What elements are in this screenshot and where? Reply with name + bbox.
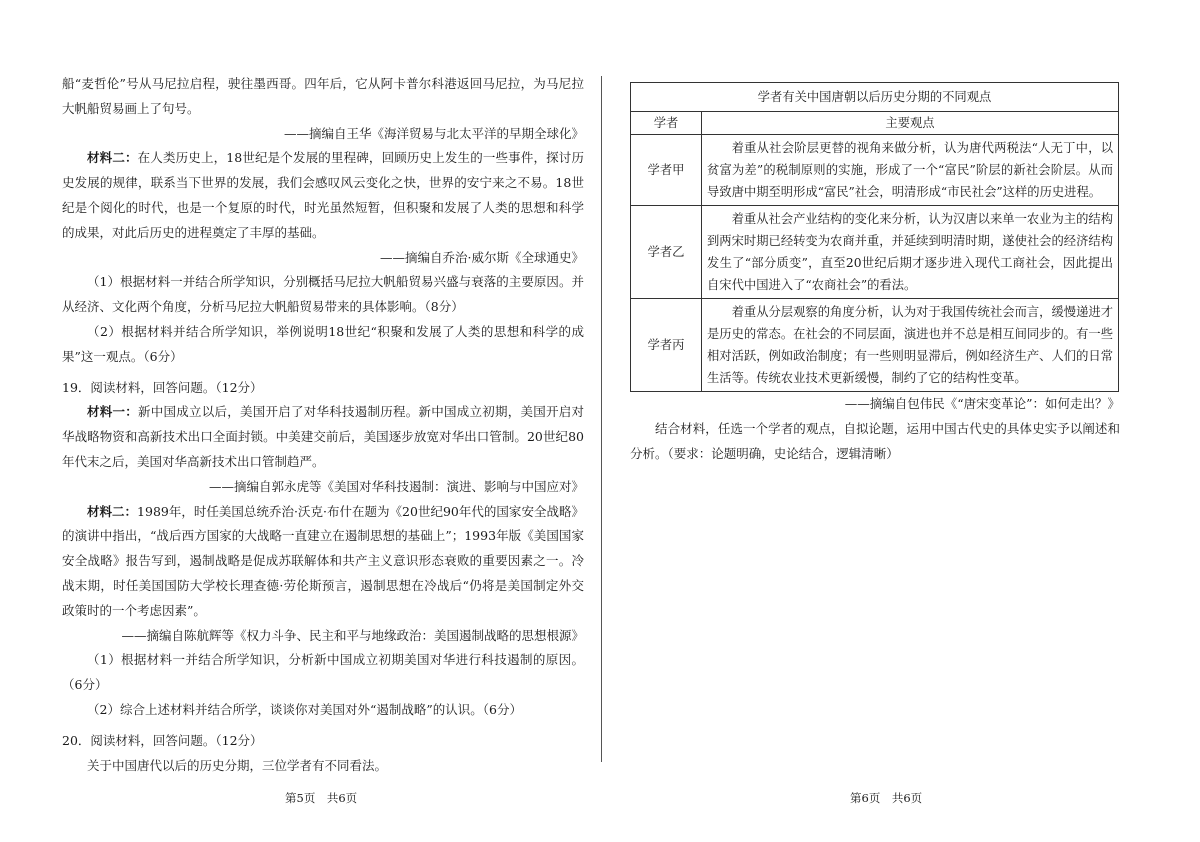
material-2b <box>62 500 584 624</box>
scholar-cell: 学者甲 <box>631 135 702 206</box>
page-number-right: 第6页 共6页 <box>850 791 923 805</box>
question-19-2: （2）综合上述材料并结合所学，谈谈你对美国对外“遏制战略”的认识。（6分） <box>87 701 522 717</box>
column-header: 主要观点 <box>702 112 1119 135</box>
table-caption-row <box>631 83 1119 112</box>
material-1 <box>62 400 584 474</box>
view-cell: 着重从社会阶层更替的视角来做分析，认为唐代两税法“人无丁中，以贫富为差”的税制原则的实施，形成了一个“富民”阶层的新社会阶层。从而导致唐中期至明形成“富民”社会，明清形成“市民社会”这样的历史进程。 <box>702 135 1119 206</box>
source-citation: ——摘编自郭永虎等《美国对华科技遏制：演进、影响与中国应对》 <box>208 478 584 494</box>
scholar-cell: 学者丙 <box>631 299 702 392</box>
question-20-title: 20．阅读材料，回答问题。（12分） <box>62 732 263 748</box>
source-citation: ——摘编自陈航辉等《权力斗争、民主和平与地缘政治：美国遏制战略的思想根源》 <box>121 627 584 643</box>
column-header: 学者 <box>631 112 702 135</box>
material-text: 新中国成立以后，美国开启了对华科技遏制历程。新中国成立初期，美国开启对华战略物资和高新技术出口全面封锁。中美建交前后，美国逐步放宽对华出口管制。20世纪80年代末之后，美国对华高新技术出口管制趋严。 <box>62 404 584 469</box>
view-cell: 着重从分层观察的角度分析，认为对于我国传统社会而言，缓慢递进才是历史的常态。在社会的不同层面，演进也并不总是相互间同步的。有一些相对活跃，例如政治制度；有一些则明显滞后，例如经济生产、人们的日常生活等。传统农业技术更新缓慢，制约了它的结构性变革。 <box>702 299 1119 392</box>
view-cell: 着重从社会产业结构的变化来分析，认为汉唐以来单一农业为主的结构到两宋时期已经转变为农商并重，并延续到明清时期，遂使社会的经济结构发生了“部分质变”，直至20世纪后期才逐步进入现代工商社会，因此提出自宋代中国进入了“农商社会”的看法。 <box>702 206 1119 299</box>
material1-continuation: 船“麦哲伦”号从马尼拉启程，驶往墨西哥。四年后，它从阿卡普尔科港返回马尼拉，为马尼拉大帆船贸易画上了句号。 <box>62 76 584 116</box>
table-row <box>631 206 1119 299</box>
question-19-title: 19．阅读材料，回答问题。（12分） <box>62 379 263 395</box>
question-20-intro: 关于中国唐代以后的历史分期，三位学者有不同看法。 <box>87 757 388 773</box>
scholar-cell: 学者乙 <box>631 206 702 299</box>
right-page <box>630 82 1120 466</box>
material-2 <box>62 146 584 245</box>
table-caption: 学者有关中国唐朝以后历史分期的不同观点 <box>631 83 1119 112</box>
source-citation: ——摘编自包伟民《“唐宋变革论”：如何走出？》 <box>844 396 1120 411</box>
left-page <box>62 72 584 778</box>
source-citation: ——摘编自乔治·威尔斯《全球通史》 <box>380 249 584 265</box>
material-label: 材料二： <box>87 503 138 519</box>
table-row <box>631 299 1119 392</box>
question-18-2: （2）根据材料并结合所学知识，举例说明18世纪“积聚和发展了人类的思想和科学的成果”这一观点。（6分） <box>62 323 584 364</box>
source-citation: ——摘编自王华《海洋贸易与北太平洋的早期全球化》 <box>283 125 584 141</box>
table-header-row <box>631 112 1119 135</box>
material-label: 材料一： <box>87 404 138 420</box>
question-18-1: （1）根据材料一并结合所学知识，分别概括马尼拉大帆船贸易兴盛与衰落的主要原因。并从经济、文化两个角度，分析马尼拉大帆船贸易带来的具体影响。（8分） <box>62 274 584 315</box>
material-text: 1989年，时任美国总统乔治·沃克·布什在题为《20世纪90年代的国家安全战略》的演讲中指出，“战后西方国家的大战略一直建立在遏制思想的基础上”；1993年版《美国国家安全战略》报告写到，遏制战略是促成苏联解体和共产主义意识形态衰败的重要因素之一。冷战末期，时任美国国防大学校长理查德·劳伦斯预言，遏制思想在冷战后“仍将是美国制定外交政策时的一个考虑因素”。 <box>62 503 584 618</box>
material-text: 在人类历史上，18世纪是个发展的里程碑，回顾历史上发生的一些事件，探讨历史发展的规律，联系当下世界的发展，我们会感叹风云变化之快，世界的安宁来之不易。18世纪是个阅化的时代，也是一个复原的时代，时光虽然短暂，但积聚和发展了人类的思想和科学的成果，对此后历史的进程奠定了丰厚的基础。 <box>62 150 584 240</box>
question-20-task: 结合材料，任选一个学者的观点，自拟论题，运用中国古代史的具体史实予以阐述和分析。（要求：论题明确，史论结合，逻辑清晰） <box>630 420 1120 461</box>
material-label: 材料二： <box>87 150 138 166</box>
scholars-table <box>630 82 1119 392</box>
question-19-1: （1）根据材料一并结合所学知识，分析新中国成立初期美国对华进行科技遏制的原因。（6分） <box>62 652 584 693</box>
page-number-left: 第5页 共6页 <box>285 791 358 805</box>
table-row <box>631 135 1119 206</box>
page-divider <box>601 76 602 762</box>
